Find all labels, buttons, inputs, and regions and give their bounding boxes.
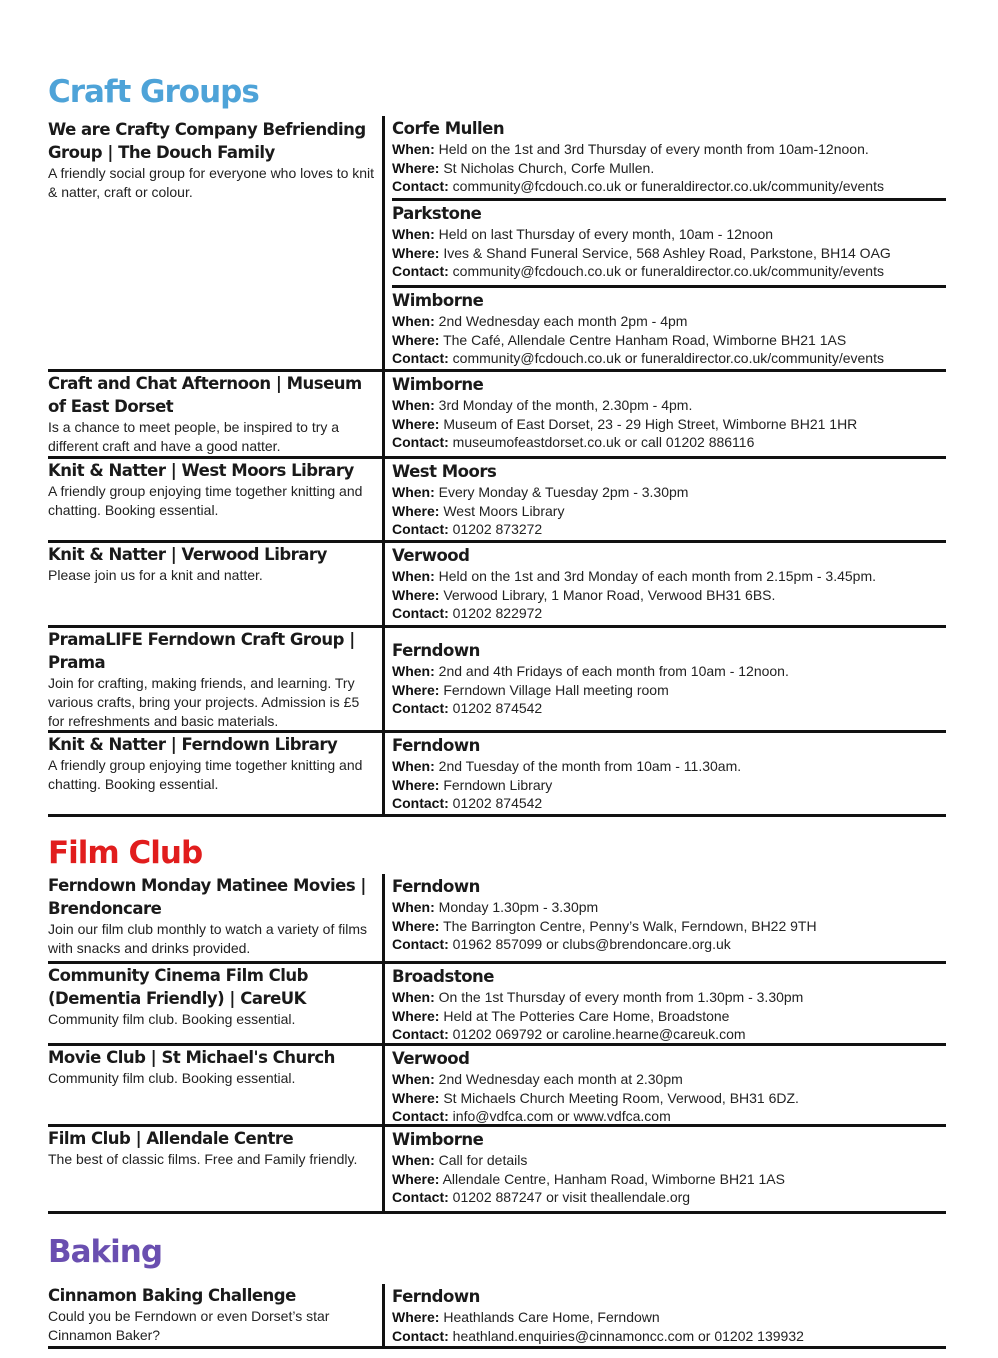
where-line bbox=[392, 1089, 946, 1108]
when-value: Held on last Thursday of every month, 10am - 12noon bbox=[438, 226, 774, 242]
where-value: Ferndown Village Hall meeting room bbox=[443, 681, 669, 698]
where-label: Where: bbox=[392, 776, 440, 793]
org-desc: Is a chance to meet people, be inspired to try a different craft and have a good natter. bbox=[48, 419, 340, 454]
contact-line bbox=[392, 349, 946, 368]
where-line bbox=[392, 586, 946, 605]
contact-label: Contact: bbox=[392, 1327, 449, 1344]
when-line bbox=[392, 312, 946, 331]
table-row bbox=[48, 1046, 946, 1124]
table-row bbox=[48, 628, 946, 730]
contact-line bbox=[392, 935, 946, 954]
where-line bbox=[392, 415, 946, 434]
contact-value: 01962 857099 or clubs@brendoncare.org.uk bbox=[452, 936, 731, 953]
where-value: Ives & Shand Funeral Service, 568 Ashley Road, Parkstone, BH14 OAG bbox=[443, 244, 891, 261]
location-block bbox=[392, 733, 946, 813]
org-cell bbox=[48, 1046, 382, 1124]
where-value: The Barrington Centre, Penny’s Walk, Ferndown, BH22 9TH bbox=[443, 917, 817, 934]
when-label: When: bbox=[392, 484, 435, 500]
when-line bbox=[392, 225, 946, 244]
when-value: Held on the 1st and 3rd Thursday of every month from 10am-12noon. bbox=[438, 141, 869, 157]
location-name: Ferndown bbox=[392, 1287, 480, 1306]
table-row bbox=[48, 372, 946, 456]
org-name: Knit & Natter | West Moors Library bbox=[48, 461, 354, 480]
when-value: 2nd and 4th Fridays of each month from 10am - 12noon. bbox=[438, 663, 789, 679]
where-value: Heathlands Care Home, Ferndown bbox=[443, 1309, 660, 1325]
where-label: Where: bbox=[392, 586, 440, 603]
contact-label: Contact: bbox=[392, 700, 449, 717]
when-line bbox=[392, 1151, 946, 1170]
location-name: Ferndown bbox=[392, 641, 480, 660]
org-desc: A friendly group enjoying time together knitting and chatting. Booking essential. bbox=[48, 757, 363, 792]
where-line bbox=[392, 331, 946, 350]
craft-groups-section bbox=[48, 116, 946, 817]
org-cell bbox=[48, 1284, 382, 1346]
org-cell bbox=[48, 628, 382, 730]
where-label: Where: bbox=[392, 415, 440, 432]
contact-value: 01202 822972 bbox=[452, 605, 543, 622]
contact-label: Contact: bbox=[392, 1026, 449, 1043]
where-label: Where: bbox=[392, 331, 440, 348]
location-block bbox=[392, 964, 946, 1044]
location-block bbox=[392, 1127, 946, 1207]
contact-value: 01202 874542 bbox=[452, 700, 543, 717]
table-row bbox=[48, 459, 946, 540]
when-label: When: bbox=[392, 899, 435, 915]
contact-label: Contact: bbox=[392, 605, 449, 622]
craft-groups-title: Craft Groups bbox=[48, 74, 259, 110]
when-line bbox=[392, 396, 946, 415]
location-name: West Moors bbox=[392, 462, 497, 481]
location-name: Wimborne bbox=[392, 375, 484, 394]
contact-value: 01202 069792 or caroline.hearne@careuk.com bbox=[452, 1026, 746, 1043]
contact-line bbox=[392, 520, 946, 539]
when-label: When: bbox=[392, 663, 435, 679]
org-desc: Could you be Ferndown or even Dorset’s star Cinnamon Baker? bbox=[48, 1308, 330, 1343]
org-cell bbox=[48, 116, 382, 369]
where-label: Where: bbox=[392, 1089, 440, 1106]
contact-value: community@fcdouch.co.uk or funeraldirector.co.uk/community/events bbox=[452, 263, 884, 280]
where-line bbox=[392, 1007, 946, 1026]
where-line bbox=[392, 244, 946, 263]
where-label: Where: bbox=[392, 502, 440, 519]
contact-label: Contact: bbox=[392, 263, 449, 280]
org-desc: Please join us for a knit and natter. bbox=[48, 567, 263, 583]
film-club-title: Film Club bbox=[48, 835, 203, 871]
contact-value: heathland.enquiries@cinnamoncc.com or 01202 139932 bbox=[452, 1327, 804, 1344]
where-line bbox=[392, 917, 946, 936]
org-name: PramaLIFE Ferndown Craft Group | Prama bbox=[48, 630, 355, 672]
details-cell bbox=[382, 733, 946, 814]
contact-value: 01202 887247 or visit theallendale.org bbox=[452, 1189, 691, 1206]
when-label: When: bbox=[392, 313, 435, 329]
location-name: Verwood bbox=[392, 1049, 470, 1068]
org-cell bbox=[48, 964, 382, 1043]
contact-label: Contact: bbox=[392, 936, 449, 953]
table-row bbox=[48, 874, 946, 961]
location-name: Parkstone bbox=[392, 204, 482, 223]
where-value: St Michaels Church Meeting Room, Verwood, BH31 6DZ. bbox=[443, 1089, 799, 1106]
when-line bbox=[392, 988, 946, 1007]
table-row bbox=[48, 543, 946, 625]
org-desc: Join our film club monthly to watch a variety of films with snacks and drinks provided. bbox=[48, 921, 368, 956]
contact-line bbox=[392, 794, 946, 813]
film-club-section bbox=[48, 874, 946, 1214]
when-value: 2nd Tuesday of the month from 10am - 11.30am. bbox=[438, 758, 742, 774]
where-line bbox=[392, 502, 946, 521]
org-desc: Community film club. Booking essential. bbox=[48, 1070, 296, 1086]
when-label: When: bbox=[392, 1152, 435, 1168]
location-block bbox=[392, 874, 946, 954]
details-cell bbox=[382, 874, 946, 961]
contact-line bbox=[392, 1188, 946, 1207]
details-cell bbox=[382, 543, 946, 625]
contact-line bbox=[392, 604, 946, 623]
org-name: Ferndown Monday Matinee Movies | Brendoncare bbox=[48, 876, 366, 918]
location-name: Corfe Mullen bbox=[392, 119, 505, 138]
location-block bbox=[392, 372, 946, 452]
org-desc: Community film club. Booking essential. bbox=[48, 1011, 296, 1027]
org-desc: A friendly group enjoying time together knitting and chatting. Booking essential. bbox=[48, 483, 363, 518]
org-name: Community Cinema Film Club (Dementia Friendly) | CareUK bbox=[48, 966, 308, 1008]
org-cell bbox=[48, 543, 382, 625]
section-bottom-rule bbox=[48, 1346, 946, 1349]
contact-value: 01202 874542 bbox=[452, 795, 543, 812]
where-value: The Café, Allendale Centre Hanham Road, Wimborne BH21 1AS bbox=[443, 331, 847, 348]
details-cell bbox=[382, 628, 946, 730]
where-value: St Nicholas Church, Corfe Mullen. bbox=[443, 159, 655, 176]
section-bottom-rule bbox=[48, 1211, 946, 1214]
org-desc: The best of classic films. Free and Family friendly. bbox=[48, 1151, 358, 1167]
details-cell bbox=[382, 372, 946, 456]
contact-label: Contact: bbox=[392, 1108, 449, 1125]
table-row bbox=[48, 1284, 946, 1346]
location-name: Verwood bbox=[392, 546, 470, 565]
section-bottom-rule bbox=[48, 814, 946, 817]
baking-title: Baking bbox=[48, 1234, 163, 1270]
contact-line bbox=[392, 1327, 946, 1346]
org-name: Film Club | Allendale Centre bbox=[48, 1129, 294, 1148]
where-line bbox=[392, 1308, 946, 1327]
when-label: When: bbox=[392, 141, 435, 157]
org-desc: A friendly social group for everyone who loves to knit & natter, craft or colour. bbox=[48, 165, 375, 200]
org-cell bbox=[48, 1127, 382, 1211]
when-label: When: bbox=[392, 226, 435, 242]
location-name: Ferndown bbox=[392, 736, 480, 755]
contact-line bbox=[392, 1107, 946, 1126]
table-row bbox=[48, 116, 946, 369]
contact-label: Contact: bbox=[392, 795, 449, 812]
location-name: Ferndown bbox=[392, 877, 480, 896]
contact-value: community@fcdouch.co.uk or funeraldirector.co.uk/community/events bbox=[452, 350, 884, 367]
details-cell bbox=[382, 1284, 946, 1346]
when-line bbox=[392, 1070, 946, 1089]
org-name: Knit & Natter | Ferndown Library bbox=[48, 735, 338, 754]
contact-line bbox=[392, 433, 946, 452]
when-value: 2nd Wednesday each month at 2.30pm bbox=[438, 1071, 683, 1087]
when-line bbox=[392, 483, 946, 502]
org-name: Craft and Chat Afternoon | Museum of East Dorset bbox=[48, 374, 362, 416]
when-line bbox=[392, 898, 946, 917]
when-line bbox=[392, 662, 946, 681]
where-value: Ferndown Library bbox=[443, 776, 553, 793]
when-line bbox=[392, 757, 946, 776]
where-line bbox=[392, 776, 946, 795]
contact-value: community@fcdouch.co.uk or funeraldirector.co.uk/community/events bbox=[452, 178, 884, 195]
where-line bbox=[392, 159, 946, 178]
table-row bbox=[48, 1127, 946, 1211]
org-cell bbox=[48, 733, 382, 814]
contact-value: museumofeastdorset.co.uk or call 01202 886116 bbox=[452, 434, 755, 451]
where-label: Where: bbox=[392, 681, 440, 698]
where-label: Where: bbox=[392, 244, 440, 261]
details-cell bbox=[382, 116, 946, 369]
org-name: Movie Club | St Michael's Church bbox=[48, 1048, 335, 1067]
org-desc: Join for crafting, making friends, and learning. Try various crafts, bring your projects. Admission is £5 for refreshments and basic materials. bbox=[48, 675, 360, 729]
where-value: Allendale Centre, Hanham Road, Wimborne BH21 1AS bbox=[442, 1170, 785, 1187]
contact-label: Contact: bbox=[392, 350, 449, 367]
org-cell bbox=[48, 874, 382, 961]
location-block bbox=[392, 116, 946, 201]
baking-section bbox=[48, 1284, 946, 1349]
table-row bbox=[48, 733, 946, 814]
location-block bbox=[392, 288, 946, 372]
when-value: On the 1st Thursday of every month from 1.30pm - 3.30pm bbox=[438, 989, 804, 1005]
table-row bbox=[48, 964, 946, 1043]
contact-label: Contact: bbox=[392, 178, 449, 195]
when-label: When: bbox=[392, 568, 435, 584]
when-label: When: bbox=[392, 758, 435, 774]
when-value: 3rd Monday of the month, 2.30pm - 4pm. bbox=[438, 397, 693, 413]
location-block bbox=[392, 1046, 946, 1126]
location-block bbox=[392, 543, 946, 623]
org-name: Cinnamon Baking Challenge bbox=[48, 1286, 296, 1305]
where-value: West Moors Library bbox=[443, 502, 565, 519]
contact-line bbox=[392, 699, 946, 718]
when-line bbox=[392, 140, 946, 159]
contact-line bbox=[392, 177, 946, 196]
when-label: When: bbox=[392, 397, 435, 413]
contact-value: info@vdfca.com or www.vdfca.com bbox=[452, 1108, 671, 1125]
when-value: 2nd Wednesday each month 2pm - 4pm bbox=[438, 313, 688, 329]
where-label: Where: bbox=[392, 1170, 440, 1187]
location-block bbox=[392, 459, 946, 539]
when-label: When: bbox=[392, 1071, 435, 1087]
where-line bbox=[392, 681, 946, 700]
where-value: Verwood Library, 1 Manor Road, Verwood BH31 6BS. bbox=[443, 586, 776, 603]
org-cell bbox=[48, 459, 382, 540]
org-name: Knit & Natter | Verwood Library bbox=[48, 545, 327, 564]
when-value: Held on the 1st and 3rd Monday of each month from 2.15pm - 3.45pm. bbox=[438, 568, 877, 584]
where-label: Where: bbox=[392, 159, 440, 176]
details-cell bbox=[382, 1046, 946, 1124]
where-line bbox=[392, 1170, 946, 1189]
details-cell bbox=[382, 964, 946, 1043]
contact-line bbox=[392, 262, 946, 281]
location-block bbox=[392, 1284, 946, 1345]
where-value: Museum of East Dorset, 23 - 29 High Street, Wimborne BH21 1HR bbox=[443, 415, 858, 432]
contact-line bbox=[392, 1025, 946, 1044]
details-cell bbox=[382, 1127, 946, 1211]
location-name: Wimborne bbox=[392, 1130, 484, 1149]
location-block bbox=[392, 201, 946, 288]
location-name: Broadstone bbox=[392, 967, 494, 986]
where-label: Where: bbox=[392, 1007, 440, 1024]
when-label: When: bbox=[392, 989, 435, 1005]
when-value: Monday 1.30pm - 3.30pm bbox=[438, 899, 599, 915]
contact-label: Contact: bbox=[392, 434, 449, 451]
contact-value: 01202 873272 bbox=[452, 521, 543, 538]
when-value: Every Monday & Tuesday 2pm - 3.30pm bbox=[438, 484, 689, 500]
details-cell bbox=[382, 459, 946, 540]
where-value: Held at The Potteries Care Home, Broadstone bbox=[443, 1007, 730, 1024]
location-block bbox=[392, 628, 946, 718]
contact-label: Contact: bbox=[392, 1189, 449, 1206]
where-label: Where: bbox=[392, 1309, 440, 1325]
where-label: Where: bbox=[392, 917, 440, 934]
location-name: Wimborne bbox=[392, 291, 484, 310]
when-value: Call for details bbox=[438, 1152, 528, 1168]
org-cell bbox=[48, 372, 382, 456]
when-line bbox=[392, 567, 946, 586]
contact-label: Contact: bbox=[392, 521, 449, 538]
org-name: We are Crafty Company Befriending Group | The Douch Family bbox=[48, 120, 366, 162]
